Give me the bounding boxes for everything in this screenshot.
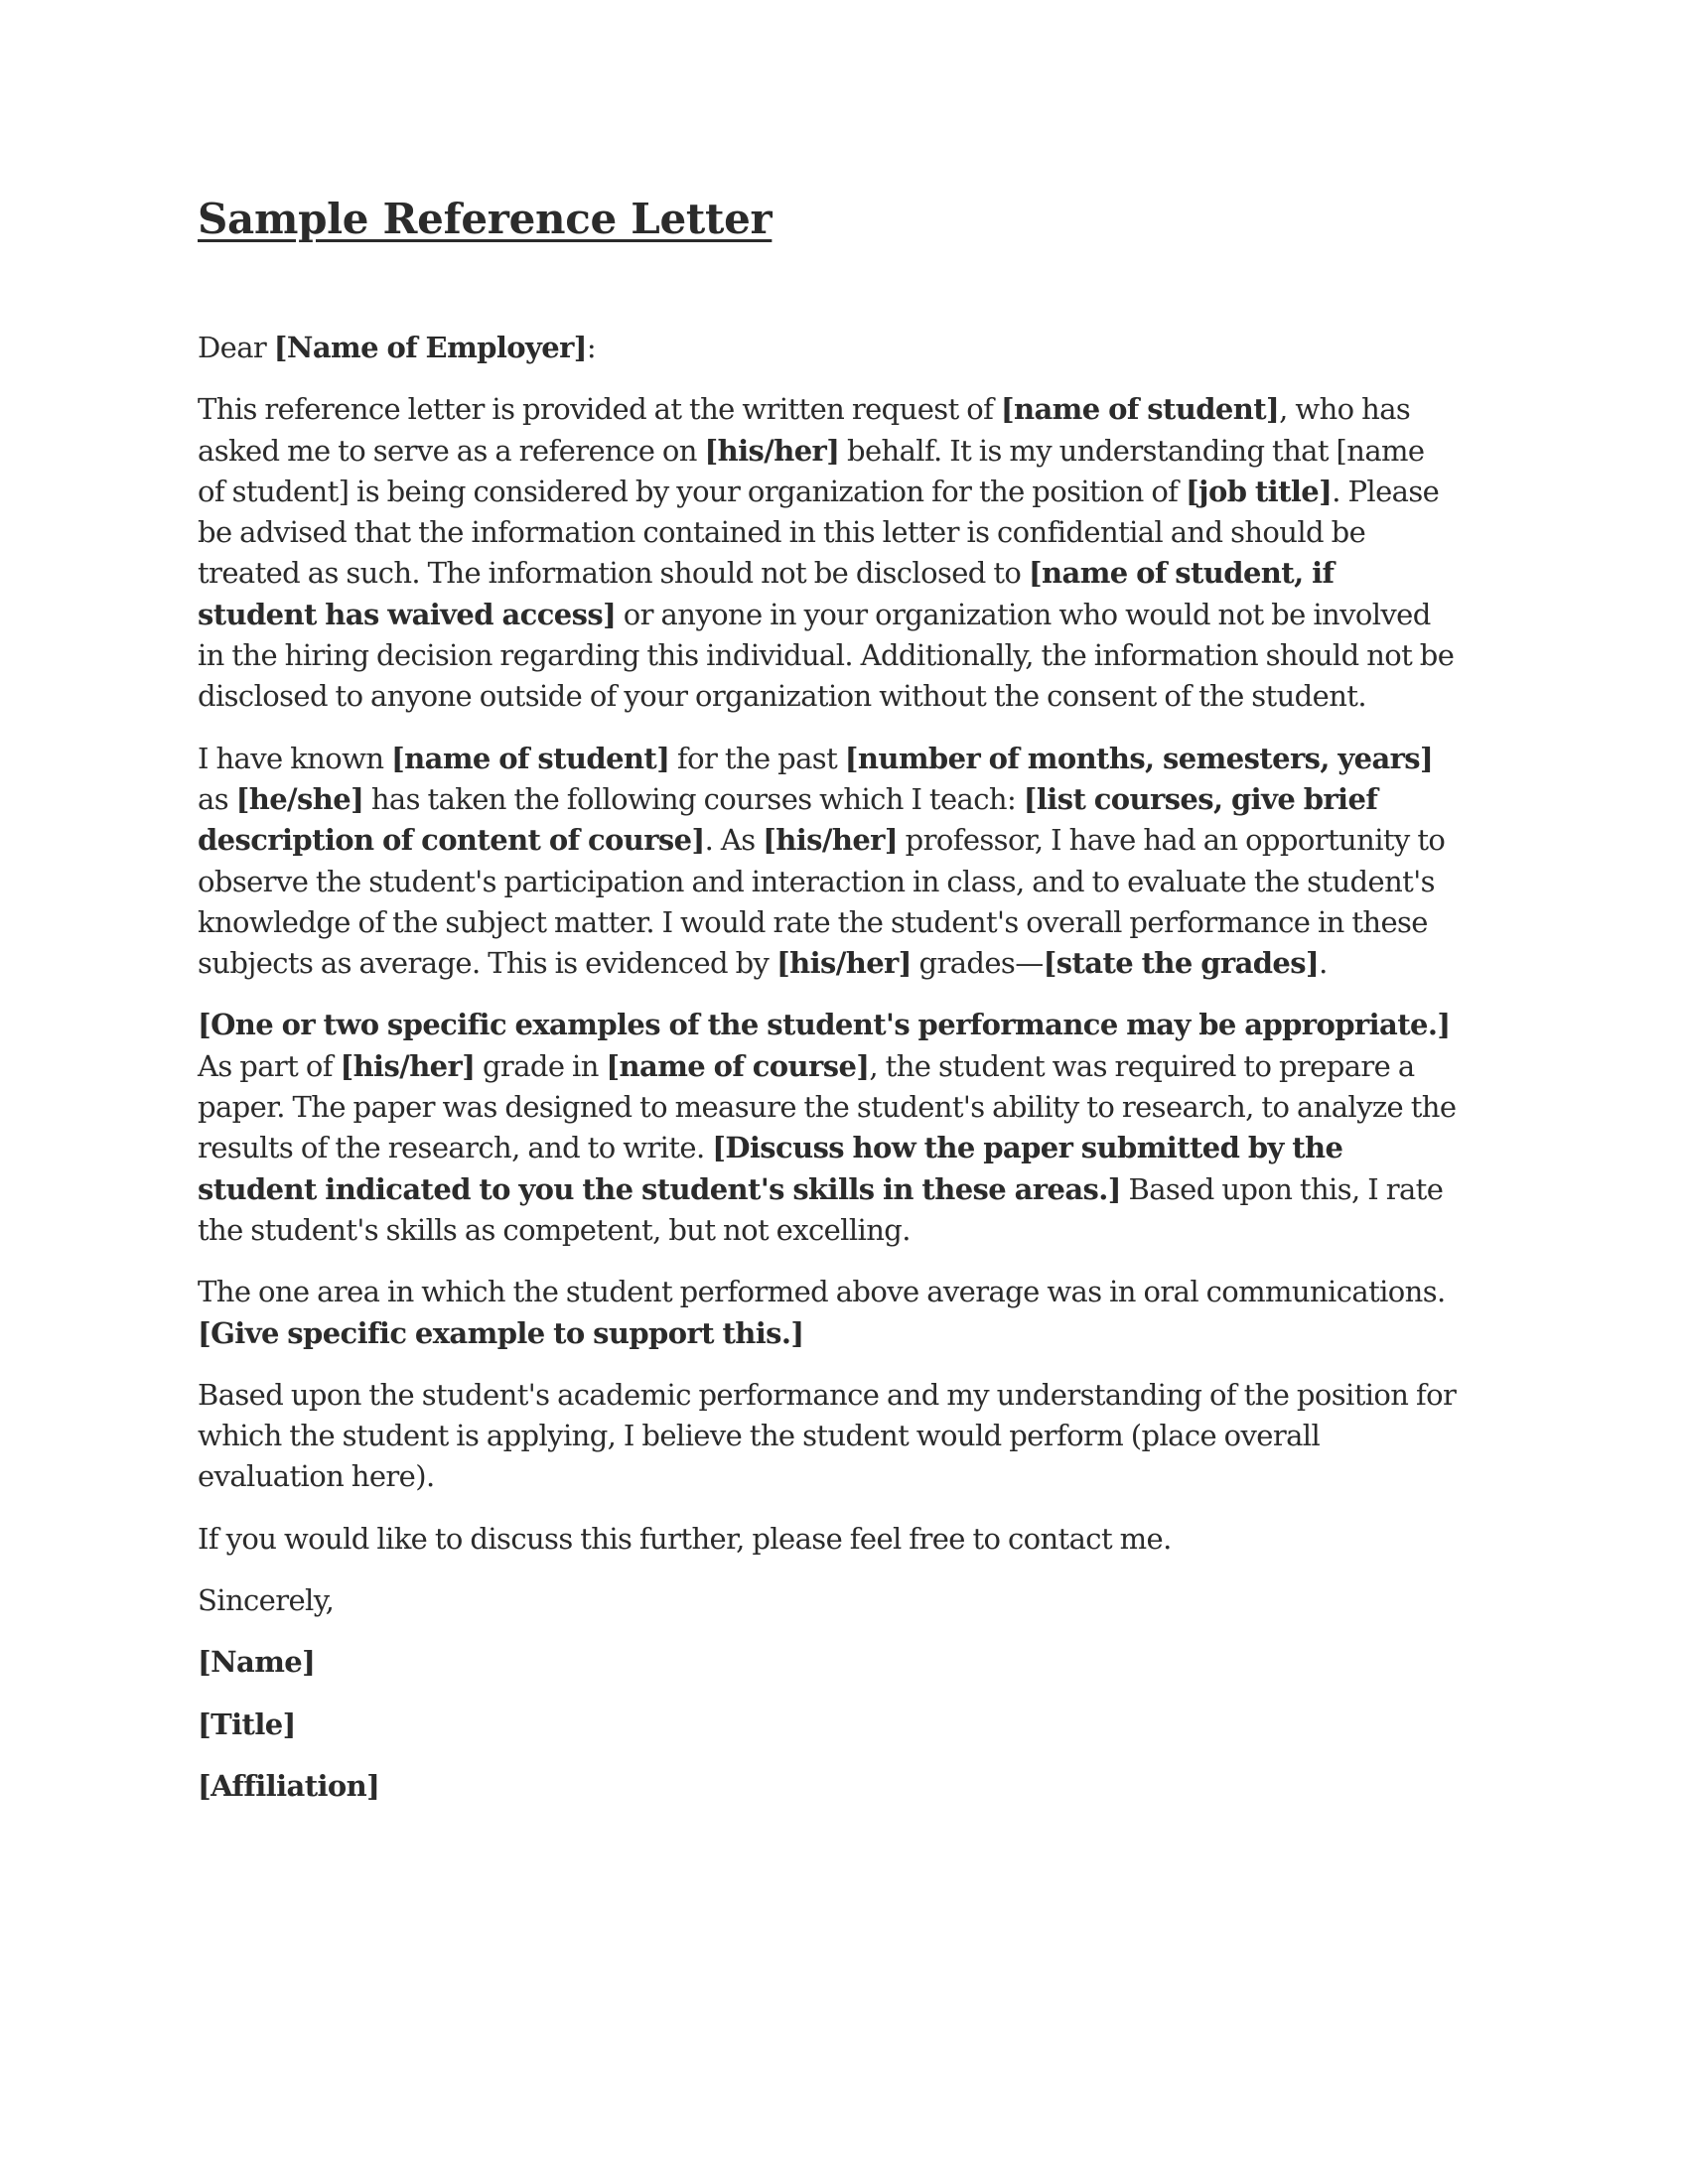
body-text: professor, I have had an opportunity to observe the student's participation and interaction in class, and to evaluate the student's knowledge of the subject matter. I would rate the student's overall performance in these subjects as average. This is evidenced by xyxy=(198,823,1446,981)
letter-body xyxy=(198,328,1459,1828)
placeholder-text: [list courses, give brief description of content of course] xyxy=(198,781,1378,858)
body-text: grades— xyxy=(911,946,1044,981)
body-text: behalf. It is my understanding that [name of student] is being considered by your organization for the position of xyxy=(198,433,1425,508)
body-text: for the past xyxy=(669,741,845,775)
placeholder-text: [his/her] xyxy=(775,946,912,981)
employer-placeholder: [Name of Employer] xyxy=(273,331,587,364)
placeholder-text: [name of student, if student has waived access] xyxy=(198,556,1335,631)
body-paragraph xyxy=(198,1272,1459,1354)
body-text: The one area in which the student performed above average was in oral communications. xyxy=(198,1275,1446,1309)
body-text: If you would like to discuss this further, please feel free to contact me. xyxy=(198,1521,1172,1556)
placeholder-text: [name of course] xyxy=(606,1048,870,1083)
body-text: has taken the following courses which I teach: xyxy=(363,781,1024,816)
placeholder-text: [name of student] xyxy=(1000,392,1280,427)
body-text: as xyxy=(198,781,236,816)
body-text: This reference letter is provided at the written request of xyxy=(198,392,1001,427)
body-text: . Please be advised that the information contained in this letter is confidential and should be treated as such. The information should not be disclosed to xyxy=(198,474,1440,591)
body-text: . xyxy=(1319,946,1328,981)
salutation xyxy=(198,328,1459,368)
signature-affiliation: [Affiliation] xyxy=(198,1768,380,1803)
body-text: , the student was required to prepare a paper. The paper was designed to measure the student's ability to research, to analyze the results of the research, and to write. xyxy=(198,1048,1457,1165)
body-paragraph xyxy=(198,389,1459,717)
signature-block xyxy=(198,1580,1459,1807)
body-text: or anyone in your organization who would not be involved in the hiring decision regarding this individual. Additionally, the information should not be disclosed to anyone outside of your organization without the consent of the student. xyxy=(198,597,1455,714)
signature-title: [Title] xyxy=(198,1706,296,1741)
signature-name: [Name] xyxy=(198,1645,316,1680)
placeholder-text: [his/her] xyxy=(763,823,898,858)
body-text: As part of xyxy=(198,1048,341,1083)
placeholder-text: [he/she] xyxy=(235,781,364,816)
body-paragraph xyxy=(198,1375,1459,1498)
placeholder-text: [his/her] xyxy=(704,433,840,468)
body-paragraph xyxy=(198,1005,1459,1251)
body-text: . As xyxy=(704,823,764,858)
body-text: Based upon this, I rate the student's skills as competent, but not excelling. xyxy=(198,1171,1444,1247)
body-text: Based upon the student's academic performance and my understanding of the position for which the student is applying, I believe the student would perform (place overall evaluation here). xyxy=(198,1377,1457,1494)
salutation-prefix: Dear xyxy=(198,331,274,364)
body-paragraph xyxy=(198,739,1459,985)
placeholder-text: [state the grades] xyxy=(1043,946,1320,981)
placeholder-text: [Discuss how the paper submitted by the student indicated to you the student's skills in these areas.] xyxy=(198,1131,1343,1206)
placeholder-text: [number of months, semesters, years] xyxy=(844,741,1434,775)
body-text: , who has asked me to serve as a reference on xyxy=(198,392,1411,468)
body-paragraph xyxy=(198,1519,1459,1560)
placeholder-text: [Give specific example to support this.] xyxy=(198,1315,804,1350)
closing: Sincerely, xyxy=(198,1583,335,1618)
placeholder-text: [One or two specific examples of the student's performance may be appropriate.] xyxy=(198,1008,1451,1042)
body-text: I have known xyxy=(198,741,392,775)
letter-paragraphs xyxy=(198,389,1459,1560)
body-text: grade in xyxy=(475,1048,607,1083)
placeholder-text: [job title] xyxy=(1185,474,1333,508)
document-title: Sample Reference Letter xyxy=(198,195,773,243)
placeholder-text: [his/her] xyxy=(340,1048,476,1083)
salutation-suffix: : xyxy=(586,331,597,364)
placeholder-text: [name of student] xyxy=(391,741,670,775)
